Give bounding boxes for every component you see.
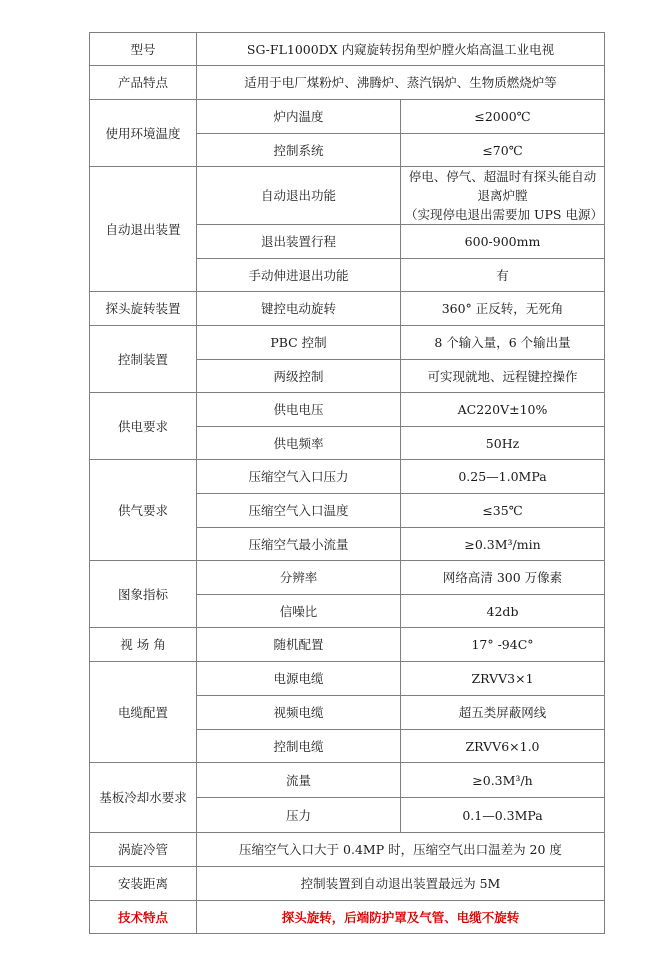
table-row [90, 561, 605, 595]
item-value: 42db [401, 595, 605, 628]
item-value: ≥0.3M³/h [401, 763, 605, 798]
item-value: 600-900mm [401, 225, 605, 259]
table-row [90, 66, 605, 100]
item-value: ZRVV6×1.0 [401, 730, 605, 763]
item-value: ZRVV3×1 [401, 662, 605, 696]
item-name: 流量 [197, 763, 401, 798]
item-value: 0.1—0.3MPa [401, 798, 605, 833]
item-name: 两级控制 [197, 360, 401, 393]
item-name: 压缩空气最小流量 [197, 528, 401, 561]
row-value: 适用于电厂煤粉炉、沸腾炉、蒸汽锅炉、生物质燃烧炉等 [197, 66, 605, 100]
row-label: 视 场 角 [90, 628, 197, 662]
item-name: 视频电缆 [197, 696, 401, 730]
item-value: 8 个输入量，6 个输出量 [401, 326, 605, 360]
row-label: 安装距离 [90, 867, 197, 901]
item-value: ≤70℃ [401, 134, 605, 167]
item-value: 超五类屏蔽网线 [401, 696, 605, 730]
item-name: 信噪比 [197, 595, 401, 628]
row-label: 使用环境温度 [90, 100, 197, 167]
item-value-line: （实现停电退出需要加 UPS 电源） [405, 207, 603, 222]
item-value: ≥0.3M³/min [401, 528, 605, 561]
item-name: 压力 [197, 798, 401, 833]
row-value: 控制装置到自动退出装置最远为 5M [197, 867, 605, 901]
item-value: 17° -94C° [401, 628, 605, 662]
item-name: 控制电缆 [197, 730, 401, 763]
item-name: 炉内温度 [197, 100, 401, 134]
row-label: 图象指标 [90, 561, 197, 628]
item-value: 网络高清 300 万像素 [401, 561, 605, 595]
item-name: 供电电压 [197, 393, 401, 427]
row-label: 产品特点 [90, 66, 197, 100]
item-value [401, 167, 605, 225]
item-name: 分辨率 [197, 561, 401, 595]
row-label: 自动退出装置 [90, 167, 197, 292]
table-row [90, 901, 605, 934]
item-name: 压缩空气入口温度 [197, 494, 401, 528]
row-label: 供气要求 [90, 460, 197, 561]
item-name: 键控电动旋转 [197, 292, 401, 326]
item-name: 电源电缆 [197, 662, 401, 696]
tech-feature-value: 探头旋转，后端防护罩及气管、电缆不旋转 [197, 901, 605, 934]
item-name: 压缩空气入口压力 [197, 460, 401, 494]
row-label: 供电要求 [90, 393, 197, 460]
row-label: 型号 [90, 33, 197, 66]
table-row [90, 33, 605, 66]
table-row [90, 662, 605, 696]
item-name: 自动退出功能 [197, 167, 401, 225]
item-name: 控制系统 [197, 134, 401, 167]
row-label: 基板冷却水要求 [90, 763, 197, 833]
table-row [90, 628, 605, 662]
table-row [90, 833, 605, 867]
table-row [90, 460, 605, 494]
item-value: ≤35℃ [401, 494, 605, 528]
item-value: 50Hz [401, 427, 605, 460]
row-label: 涡旋冷管 [90, 833, 197, 867]
table-row [90, 867, 605, 901]
row-value: SG-FL1000DX 内窥旋转拐角型炉膛火焰高温工业电视 [197, 33, 605, 66]
row-label: 控制装置 [90, 326, 197, 393]
item-name: 随机配置 [197, 628, 401, 662]
table-row [90, 100, 605, 134]
item-name: 手动伸进退出功能 [197, 259, 401, 292]
row-label: 电缆配置 [90, 662, 197, 763]
item-value: 360° 正反转，无死角 [401, 292, 605, 326]
spec-table [89, 32, 605, 934]
item-value-line: 停电、停气、超温时有探头能自动退离炉膛 [408, 169, 597, 203]
item-name: 供电频率 [197, 427, 401, 460]
item-name: 退出装置行程 [197, 225, 401, 259]
item-value: ≤2000℃ [401, 100, 605, 134]
table-row [90, 393, 605, 427]
table-row [90, 292, 605, 326]
item-value: 可实现就地、远程键控操作 [401, 360, 605, 393]
table-row [90, 167, 605, 225]
row-label: 探头旋转装置 [90, 292, 197, 326]
table-row [90, 763, 605, 798]
item-value: 有 [401, 259, 605, 292]
row-value: 压缩空气入口大于 0.4MP 时，压缩空气出口温差为 20 度 [197, 833, 605, 867]
table-row [90, 326, 605, 360]
tech-feature-label: 技术特点 [90, 901, 197, 934]
item-name: PBC 控制 [197, 326, 401, 360]
item-value: AC220V±10% [401, 393, 605, 427]
item-value: 0.25—1.0MPa [401, 460, 605, 494]
